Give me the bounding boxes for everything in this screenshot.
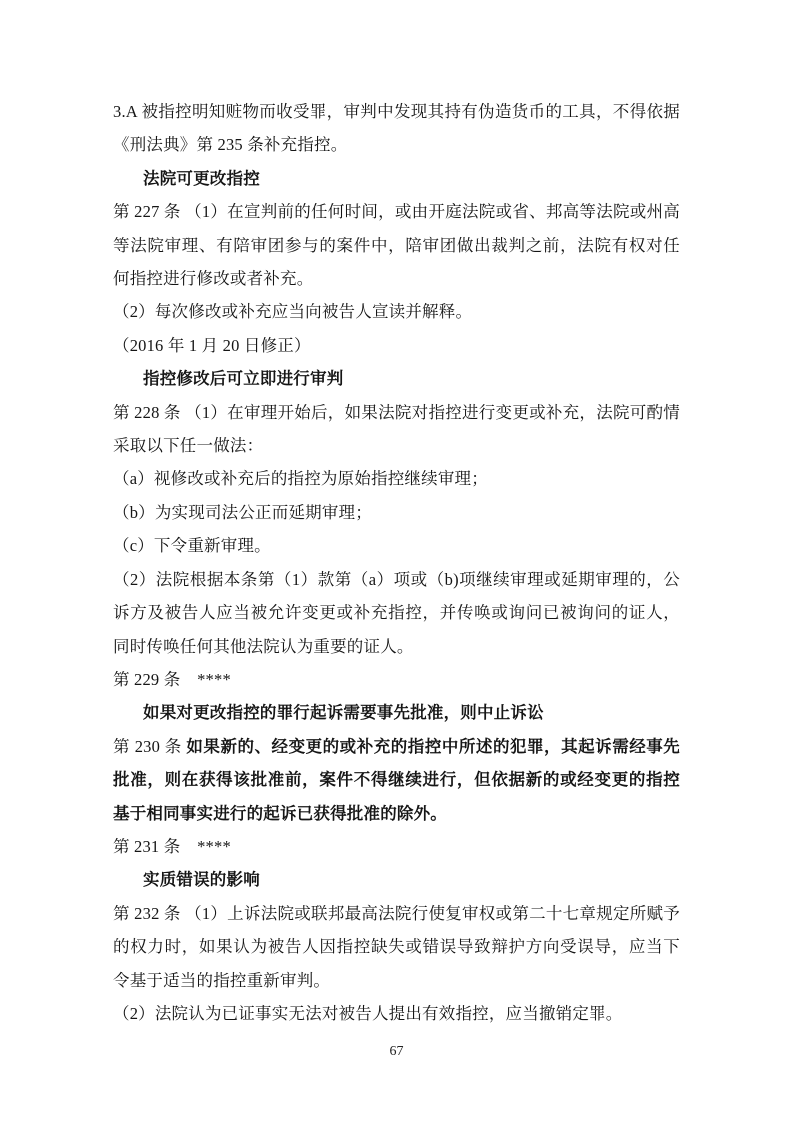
- article-228-clause-2: （2）法院根据本条第（1）款第（a）项或（b)项继续审理或延期审理的，公诉方及被告人应当被允许变更或补充指控，并传唤或询问已被询问的证人，同时传唤任何其他法院认为重要的证人。: [113, 569, 680, 656]
- article-230-text: 如果新的、经变更的或补充的指控中所述的犯罪，其起诉需经事先批准，则在获得该批准前，案件不得继续进行，但依据新的或经变更的指控基于相同事实进行的起诉已获得批准的除外。: [113, 736, 680, 823]
- article-228-item-c: （c）下令重新审理。: [113, 536, 271, 556]
- article-230: [113, 730, 680, 830]
- paragraph-case-note: 3.A 被指控明知赃物而收受罪，审判中发现其持有伪造货币的工具，不得依据《刑法典》第 235 条补充指控。: [113, 102, 680, 155]
- section-heading-trial-after-alteration: 指控修改后可立即进行审判: [143, 369, 344, 389]
- article-227-clause-1: 第 227 条 （1）在宣判前的任何时间，或由开庭法院或省、邦高等法院或州高等法院审理、有陪审团参与的案件中，陪审团做出裁判之前，法院有权对任何指控进行修改或者补充。: [113, 202, 680, 289]
- article-232-clause-2: （2）法院认为已证事实无法对被告人提出有效指控，应当撤销定罪。: [113, 1003, 623, 1023]
- article-227-clause-2: （2）每次修改或补充应当向被告人宣读并解释。: [113, 302, 473, 322]
- document-body: [113, 95, 680, 1030]
- section-heading-effect-of-material-error: 实质错误的影响: [143, 870, 260, 890]
- article-230-label: 第 230 条: [113, 736, 187, 756]
- page-number: 67: [389, 1044, 404, 1059]
- article-228-item-b: （b）为实现司法公正而延期审理；: [113, 502, 372, 522]
- article-232-clause-1: 第 232 条 （1）上诉法院或联邦最高法院行使复审权或第二十七章规定所赋予的权力时，如果认为被告人因指控缺失或错误导致辩护方向受误导，应当下令基于适当的指控重新审判。: [113, 903, 680, 990]
- article-228-clause-1: 第 228 条 （1）在审理开始后，如果法院对指控进行变更或补充，法院可酌情采取以下任一做法：: [113, 402, 680, 456]
- section-heading-stay-of-proceedings: 如果对更改指控的罪行起诉需要事先批准，则中止诉讼: [143, 703, 544, 723]
- article-228-item-a: （a）视修改或补充后的指控为原始指控继续审理；: [113, 469, 488, 489]
- article-229-omitted: 第 229 条 ****: [113, 669, 231, 689]
- article-231-omitted: 第 231 条 ****: [113, 836, 231, 856]
- section-heading-court-may-alter-charge: 法院可更改指控: [143, 168, 260, 188]
- amendment-note-2016: （2016 年 1 月 20 日修正）: [113, 335, 311, 355]
